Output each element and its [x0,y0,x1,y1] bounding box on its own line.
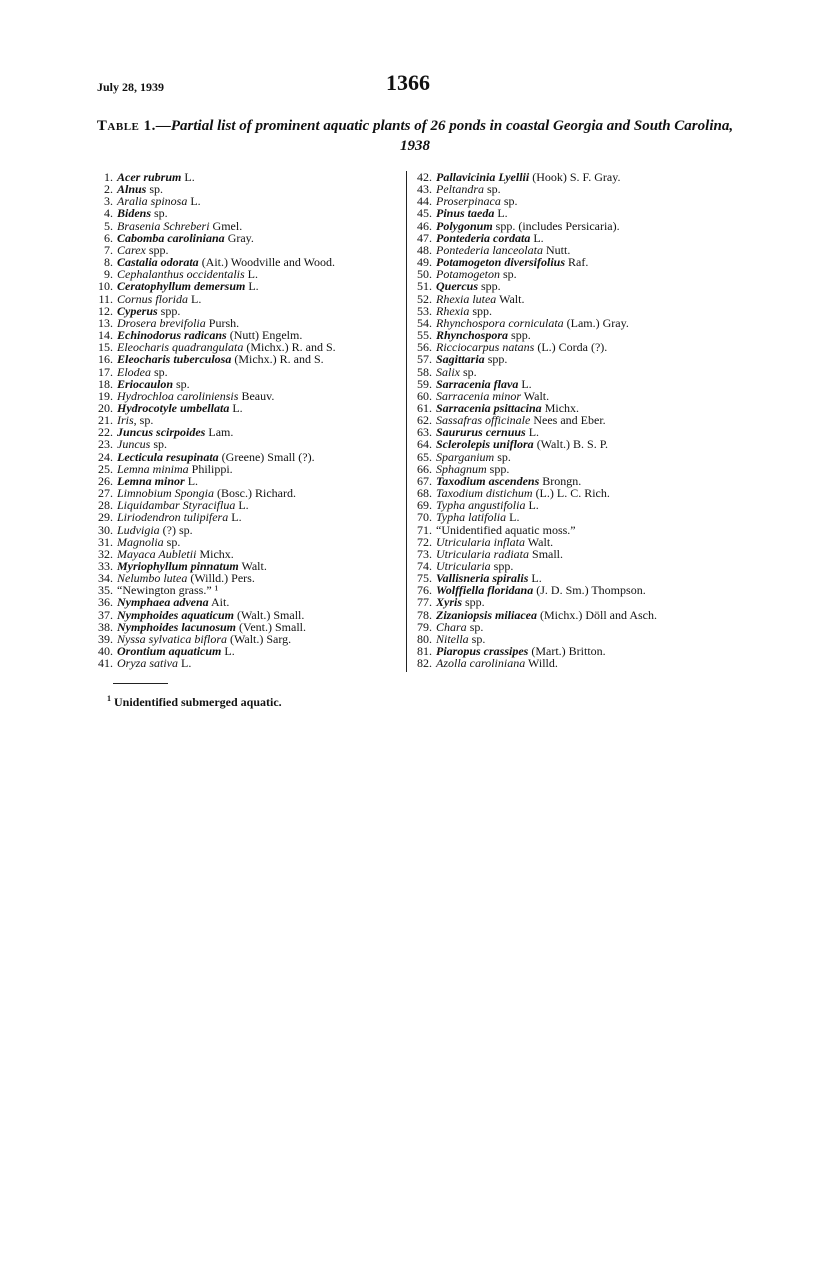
species-name: Myriophyllum pinnatum [117,559,239,573]
entry-number: 73. [417,546,432,561]
entry-number: 29. [98,510,113,525]
species-entry [94,657,399,669]
entry-number: 23. [98,437,113,452]
species-authority: Lam. [205,425,234,440]
species-name: Eriocaulon [117,376,174,391]
species-name: Liquidambar Styraciflua [117,498,236,513]
species-authority: L. [525,498,539,513]
species-name: Brasenia Schreberi [117,218,210,233]
entry-number: 48. [417,242,432,257]
species-name: Nymphoides lacunosum [117,619,237,634]
species-name: Echinodorus radicans [117,328,227,343]
entry-number: 80. [417,631,432,646]
species-name: Pinus taeda [436,206,495,221]
entry-number: 65. [417,449,432,464]
entry-number: 62. [417,413,432,428]
species-name: Utricularia radiata [436,546,530,561]
species-name: Eleocharis tuberculosa [117,352,232,367]
species-authority: L. [235,498,249,513]
species-name: Utricularia inflata [436,534,526,549]
entry-number: 9. [104,267,113,282]
page-date: July 28, 1939 [97,80,165,94]
species-authority: L. [245,279,259,294]
entry-number: 66. [417,461,432,476]
entry-number: 35. [98,583,113,598]
species-authority: L. [181,170,195,184]
table-caption: —Partial list of prominent aquatic plants of 26 ponds in coastal Georgia and South Carolina, 1938 [155,118,734,154]
page-number: 1366 [386,70,430,95]
footnote-rule [113,683,168,684]
entry-number: 45. [417,206,432,221]
entry-number: 64. [417,437,432,452]
entry-number: 81. [417,644,432,659]
species-authority: Brongn. [539,473,582,488]
species-name: Sparganium [436,449,495,464]
species-authority: (Ait.) Woodville and Wood. [198,255,335,270]
species-authority: L. [187,194,201,209]
species-authority: L. [229,400,243,415]
species-authority: L. [506,510,520,525]
species-authority: sp. [484,182,501,197]
entry-number: 27. [98,486,113,501]
species-authority: spp. [478,279,501,294]
species-authority: Walt. [525,534,554,549]
species-authority: , sp. [133,413,154,428]
species-authority: L. [244,267,258,282]
entry-number: 8. [104,255,113,270]
species-authority: sp. [460,364,477,379]
species-authority: (J. D. Sm.) Thompson. [533,583,646,598]
species-authority: spp. [486,461,510,476]
entry-number: 1. [104,170,113,184]
species-authority: Walt. [238,559,267,573]
species-name: Quercus [436,279,479,294]
species-name: Hydrochloa caroliniensis [117,388,239,403]
footnote [107,694,282,710]
species-name: Iris [117,413,134,428]
species-name: Xyris [436,595,463,610]
species-authority: L. [530,230,544,245]
species-authority: Small. [529,546,564,561]
species-authority: (Vent.) Small. [236,619,307,634]
species-name: Azolla caroliniana [436,656,526,671]
entry-number: 68. [417,486,432,501]
species-authority: (L.) Corda (?). [534,340,608,355]
species-authority: (Nutt) Engelm. [226,328,303,343]
species-name: Lemna minor [117,473,185,488]
species-name: Alnus [117,182,147,197]
species-authority: Philippi. [188,461,233,476]
species-name: Saururus cernuus [436,425,526,440]
entry-number: 78. [417,607,432,622]
entry-number: 42. [417,170,432,184]
species-name: Magnolia [117,534,164,549]
species-authority: (?) sp. [159,522,193,537]
species-authority: “Newington grass.” ¹ [117,583,219,598]
species-authority: Beauv. [238,388,275,403]
entry-number: 67. [417,473,432,488]
species-name: Salix [436,364,460,379]
species-authority: L. [188,291,202,306]
species-authority: L. [228,510,242,525]
entry-number: 56. [417,340,432,355]
species-name: Oryza sativa [117,656,178,671]
species-name: Taxodium distichum [436,486,533,501]
species-authority: Pursh. [205,315,240,330]
species-authority: L. [184,473,199,488]
entry-number: 69. [417,498,432,513]
species-authority: sp. [500,267,517,282]
species-name: Lecticula resupinata [117,449,219,464]
species-name: Proserpinaca [436,194,501,209]
species-name: Rhexia lutea [436,291,497,306]
species-authority: L. [221,644,235,659]
entry-number: 12. [98,303,113,318]
species-authority: spp. [157,303,181,318]
entry-number: 74. [417,559,432,573]
table-title [90,116,740,156]
species-name: Polygonum [436,218,493,233]
species-authority: (Michx.) R. and S. [231,352,324,367]
species-authority: Gray. [224,230,254,245]
species-name: Drosera brevifolia [117,315,206,330]
entry-number: 76. [417,583,432,598]
entry-number: 61. [417,400,432,415]
entry-number: 2. [104,182,113,197]
species-authority: (Lam.) Gray. [563,315,629,330]
species-name: Sarracenia psittacina [436,400,542,415]
species-name: Carex [117,242,146,257]
entry-number: 31. [98,534,113,549]
species-name: Ricciocarpus natans [436,340,535,355]
species-authority: L. [528,571,542,586]
species-authority: Michx. [196,546,234,561]
entry-number: 14. [98,328,113,343]
species-name: Potamogeton [436,267,500,282]
species-name: Elodea [117,364,151,379]
species-authority: Nees and Eber. [530,413,606,428]
species-name: Ludvigia [117,522,160,537]
entry-number: 58. [417,364,432,379]
species-name: Typha angustifolia [436,498,526,513]
species-name: Sphagnum [436,461,487,476]
entry-number: 59. [417,376,432,391]
species-name: Eleocharis quadrangulata [117,340,244,355]
species-authority: Gmel. [209,218,243,233]
species-authority: L. [518,376,532,391]
entry-number: 63. [417,425,432,440]
footnote-text: Unidentified submerged aquatic. [111,695,282,709]
entry-number: 38. [98,619,113,634]
species-authority: (L.) L. C. Rich. [532,486,610,501]
species-authority: L. [494,206,508,221]
entry-number: 70. [417,510,432,525]
species-name: Nymphaea advena [117,595,209,610]
entry-number: 20. [98,400,113,415]
species-authority: (Walt.) B. S. P. [533,437,609,452]
species-authority: (Walt.) Small. [234,607,305,622]
entry-number: 19. [98,388,113,403]
species-authority: Nutt. [542,242,571,257]
entry-number: 53. [417,303,432,318]
species-authority: spp. [508,328,531,343]
species-list-right [413,171,723,669]
entry-number: 22. [98,425,113,440]
entry-number: 16. [98,352,113,367]
entry-number: 51. [417,279,432,294]
species-name: Liriodendron tulipifera [117,510,229,525]
species-authority: L. [178,656,192,671]
species-authority: (Walt.) Sarg. [227,631,292,646]
species-name: Ceratophyllum demersum [117,279,246,294]
entry-number: 25. [98,461,113,476]
entry-number: 50. [417,267,432,282]
species-name: Nitella [436,631,469,646]
entry-number: 18. [98,376,113,391]
entry-number: 36. [98,595,113,610]
entry-number: 43. [417,182,432,197]
entry-number: 54. [417,315,432,330]
species-name: Sarracenia minor [436,388,521,403]
entry-number: 82. [417,656,432,671]
species-authority: (Greene) Small (?). [218,449,315,464]
species-name: Nelumbo lutea [117,571,188,586]
species-authority: Willd. [525,656,558,671]
species-name: Nymphoides aquaticum [117,607,235,622]
species-authority: sp. [466,619,484,634]
entry-number: 32. [98,546,113,561]
entry-number: 30. [98,522,113,537]
species-authority: sp. [151,206,168,221]
species-name: Vallisneria spiralis [436,571,529,586]
species-authority: sp. [173,376,190,391]
entry-number: 40. [98,644,113,659]
entry-number: 57. [417,352,432,367]
entry-number: 49. [417,255,432,270]
species-authority: (Michx.) Döll and Asch. [537,607,657,622]
species-name: Taxodium ascendens [436,473,540,488]
species-name: Chara [436,619,467,634]
species-authority: (Hook) S. F. Gray. [529,170,621,184]
entry-number: 41. [98,656,113,671]
species-name: Rhynchospora corniculata [436,315,564,330]
species-name: Aralia spinosa [117,194,188,209]
footnote-marker: 1 [107,694,111,703]
entry-number: 15. [98,340,113,355]
species-authority: “Unidentified aquatic moss.” [436,522,576,537]
species-name: Hydrocotyle umbellata [117,400,230,415]
species-name: Pontederia cordata [436,230,531,245]
species-name: Rhexia [436,303,470,318]
species-name: Sagittaria [436,352,485,367]
entry-number: 55. [417,328,432,343]
species-authority: sp. [150,437,167,452]
species-name: Acer rubrum [117,170,182,184]
species-name: Typha latifolia [436,510,507,525]
entry-number: 11. [98,291,113,306]
species-authority: sp. [163,534,181,549]
species-name: Zizaniopsis miliacea [436,607,538,622]
entry-number: 4. [104,206,113,221]
species-name: Castalia odorata [117,255,199,270]
species-name: Sclerolepis uniflora [436,437,534,452]
species-authority: (Mart.) Britton. [528,644,606,659]
species-authority: (Michx.) R. and S. [243,340,336,355]
species-authority: Ait. [208,595,230,610]
entry-number: 21. [98,413,113,428]
species-authority: Walt. [496,291,525,306]
entry-number: 24. [98,449,113,464]
entry-number: 52. [417,291,432,306]
species-entry [413,657,723,669]
species-authority: Michx. [541,400,580,415]
entry-number: 17. [98,364,113,379]
species-list-left [94,171,399,669]
species-authority: (Willd.) Pers. [187,571,255,586]
species-authority: spp. (includes Persicaria). [492,218,620,233]
species-authority: sp. [494,449,511,464]
species-authority: spp. [484,352,508,367]
entry-number: 26. [98,473,113,488]
entry-number: 3. [104,194,113,209]
entry-number: 6. [104,230,113,245]
species-name: Nyssa sylvatica biflora [117,631,227,646]
species-name: Cephalanthus occidentalis [117,267,245,282]
entry-number: 37. [98,607,113,622]
species-authority: sp. [146,182,164,197]
species-authority: sp. [500,194,518,209]
species-name: Rhynchospora [436,328,509,343]
species-authority: sp. [468,631,486,646]
species-authority: spp. [469,303,492,318]
species-authority: sp. [151,364,168,379]
species-name: Cabomba caroliniana [117,230,225,245]
entry-number: 60. [417,388,432,403]
species-name: Piaropus crassipes [436,644,529,659]
species-authority: Walt. [521,388,550,403]
species-name: Wolffiella floridana [436,583,534,598]
species-name: Bidens [117,206,152,221]
table-label: Table 1. [96,118,156,134]
entry-number: 7. [104,242,113,257]
species-name: Juncus scirpoides [117,425,206,440]
entry-number: 77. [417,595,432,610]
species-name: Sarracenia flava [436,376,519,391]
entry-number: 75. [417,571,432,586]
species-name: Cyperus [117,303,158,318]
species-name: Pontederia lanceolata [436,242,543,257]
entry-number: 39. [98,631,113,646]
species-name: Cornus florida [117,291,189,306]
entry-number: 10. [98,279,113,294]
column-divider [406,171,407,672]
entry-number: 46. [417,218,432,233]
entry-number: 13. [98,315,113,330]
species-authority: Raf. [565,255,589,270]
species-name: Peltandra [436,182,484,197]
entry-number: 71. [417,522,432,537]
species-name: Mayaca Aubletii [117,546,197,561]
species-name: Limnobium Spongia [117,486,215,501]
entry-number: 28. [98,498,113,513]
entry-number: 34. [98,571,113,586]
species-authority: spp. [490,559,514,573]
species-name: Pallavicinia Lyellii [436,170,530,184]
species-name: Lemna minima [117,461,189,476]
entry-number: 79. [417,619,432,634]
species-name: Utricularia [436,559,491,573]
species-name: Sassafras officinale [436,413,531,428]
species-name: Orontium aquaticum [117,644,222,659]
species-name: Juncus [117,437,151,452]
species-name: Potamogeton diversifolius [436,255,565,270]
species-authority: L. [525,425,540,440]
entry-number: 44. [417,194,432,209]
entry-number: 47. [417,230,432,245]
entry-number: 5. [104,218,113,233]
species-authority: spp. [145,242,169,257]
entry-number: 33. [98,559,113,573]
species-authority: spp. [462,595,485,610]
species-authority: (Bosc.) Richard. [214,486,296,501]
entry-number: 72. [417,534,432,549]
